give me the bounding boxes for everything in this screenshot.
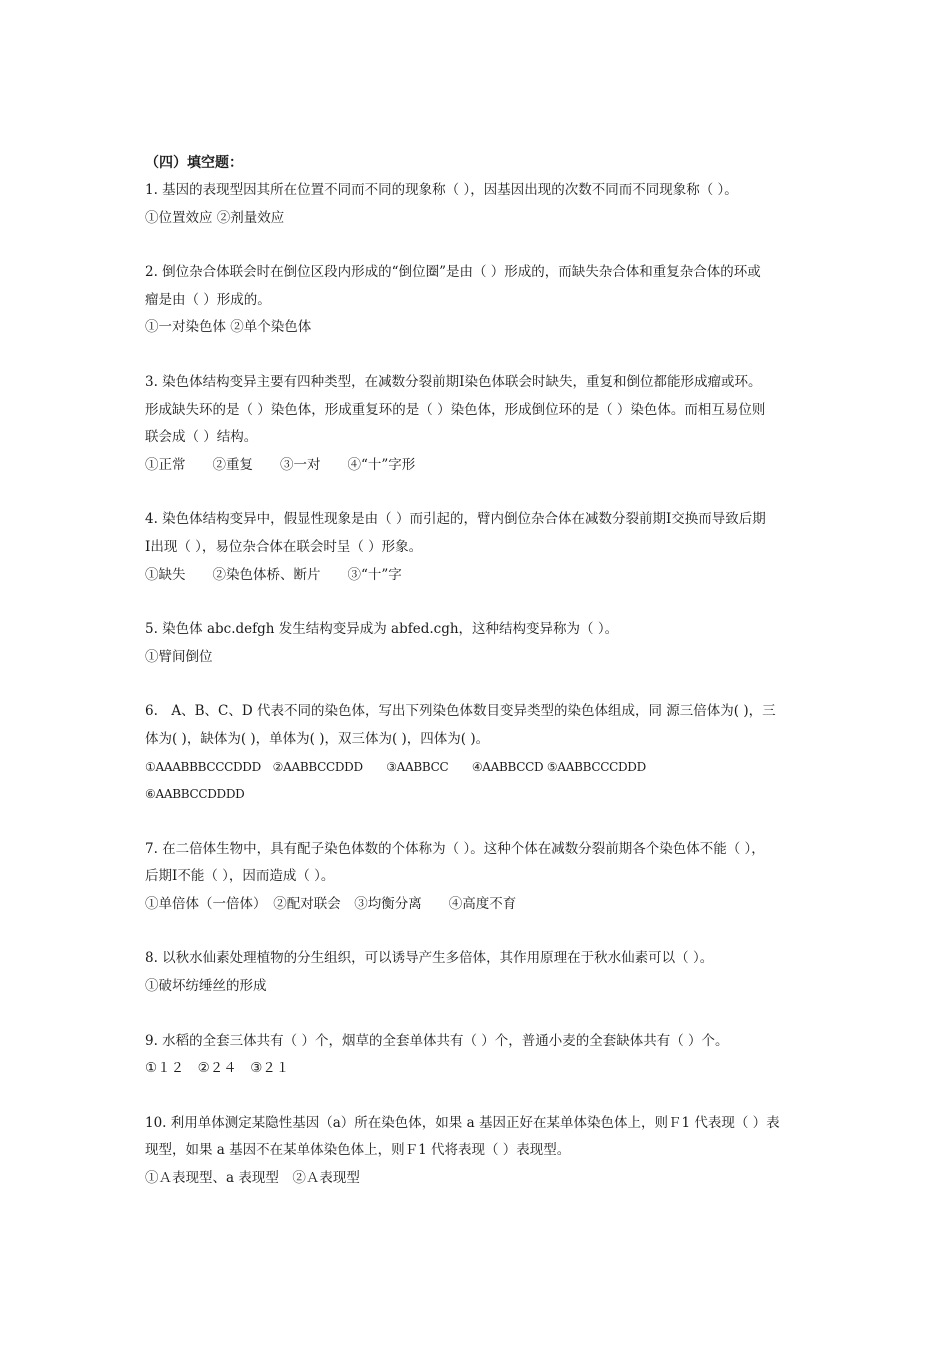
question-4 — [145, 506, 815, 589]
question-2 — [145, 259, 815, 342]
answer-key: ①单倍体（一倍体） ②配对联会 ③均衡分离 ④高度不育 — [145, 895, 517, 912]
question-6 — [145, 698, 815, 808]
question-1 — [145, 177, 815, 232]
question-text: Ⅰ出现（ ），易位杂合体在联会时呈（ ）形象。 — [145, 538, 423, 555]
question-text: 瘤是由（ ）形成的。 — [145, 291, 271, 308]
answer-key: ①缺失 ②染色体桥、断片 ③“十”字 — [145, 566, 402, 583]
question-7 — [145, 836, 815, 919]
question-8 — [145, 945, 815, 1000]
answer-key: ①AAABBBCCCDDD ②AABBCCDDD ③AABBCC ④AABBCCD ⑤AABBCCCDDD — [145, 759, 646, 774]
answer-key: ①位置效应 ②剂量效应 — [145, 209, 285, 226]
question-text: 6. A、B、C、D 代表不同的染色体，写出下列染色体数目变异类型的染色体组成，同 源三倍体为( )，三 — [145, 703, 776, 720]
question-text: 9. 水稻的全套三体共有（ ）个，烟草的全套单体共有（ ）个，普通小麦的全套缺体共有（ ）个。 — [145, 1032, 729, 1049]
answer-key: ①一对染色体 ②单个染色体 — [145, 319, 312, 336]
answer-key: ①破坏纺缍丝的形成 — [145, 978, 267, 995]
answer-key: ①正常 ②重复 ③一对 ④“十”字形 — [145, 456, 416, 473]
question-text: 5. 染色体 abc.defgh 发生结构变异成为 abfed.cgh，这种结构变异称为（ ）。 — [145, 621, 619, 638]
question-text: 形成缺失环的是（ ）染色体，形成重复环的是（ ）染色体，形成倒位环的是（ ）染色体。而相互易位则 — [145, 401, 766, 418]
question-text: 10. 利用单体测定某隐性基因（a）所在染色体，如果 a 基因正好在某单体染色体上，则Ｆ1 代表现（ ）表 — [145, 1114, 780, 1131]
document-page — [145, 150, 815, 1220]
question-3 — [145, 369, 815, 479]
question-text: 8. 以秋水仙素处理植物的分生组织，可以诱导产生多倍体，其作用原理在于秋水仙素可以（ ）。 — [145, 950, 714, 967]
question-text: 3. 染色体结构变异主要有四种类型，在减数分裂前期Ⅰ染色体联会时缺失，重复和倒位都能形成瘤或环。 — [145, 373, 762, 390]
section-title: （四）填空题： — [145, 155, 243, 171]
question-10 — [145, 1110, 815, 1193]
question-5 — [145, 616, 815, 671]
question-text: 现型，如果 a 基因不在某单体染色体上，则Ｆ1 代将表现（ ）表现型。 — [145, 1142, 571, 1159]
question-text: 联会成（ ）结构。 — [145, 429, 258, 446]
question-9 — [145, 1028, 815, 1083]
answer-key: ①１２ ②２４ ③２１ — [145, 1060, 290, 1077]
answer-key: ①Ａ表现型、a 表现型 ②Ａ表现型 — [145, 1170, 360, 1187]
question-text: 1. 基因的表现型因其所在位置不同而不同的现象称（ ），因基因出现的次数不同而不同现象称（ ）。 — [145, 182, 738, 198]
answer-key: ①臂间倒位 — [145, 648, 213, 665]
question-text: 4. 染色体结构变异中，假显性现象是由（ ）而引起的，臂内倒位杂合体在减数分裂前期Ⅰ交换而导致后期 — [145, 511, 766, 528]
question-text: 2. 倒位杂合体联会时在倒位区段内形成的“倒位圈”是由（ ）形成的，而缺失杂合体和重复杂合体的环或 — [145, 264, 761, 281]
question-text: 后期Ⅰ不能（ ），因而造成（ ）。 — [145, 868, 335, 885]
answer-key: ⑥AABBCCDDDD — [145, 787, 245, 802]
question-text: 7. 在二倍体生物中，具有配子染色体数的个体称为（ ）。这种个体在减数分裂前期各个染色体不能（ ）， — [145, 840, 765, 857]
question-text: 体为( )，缺体为( )，单体为( )，双三体为( )，四体为( )。 — [145, 730, 490, 747]
